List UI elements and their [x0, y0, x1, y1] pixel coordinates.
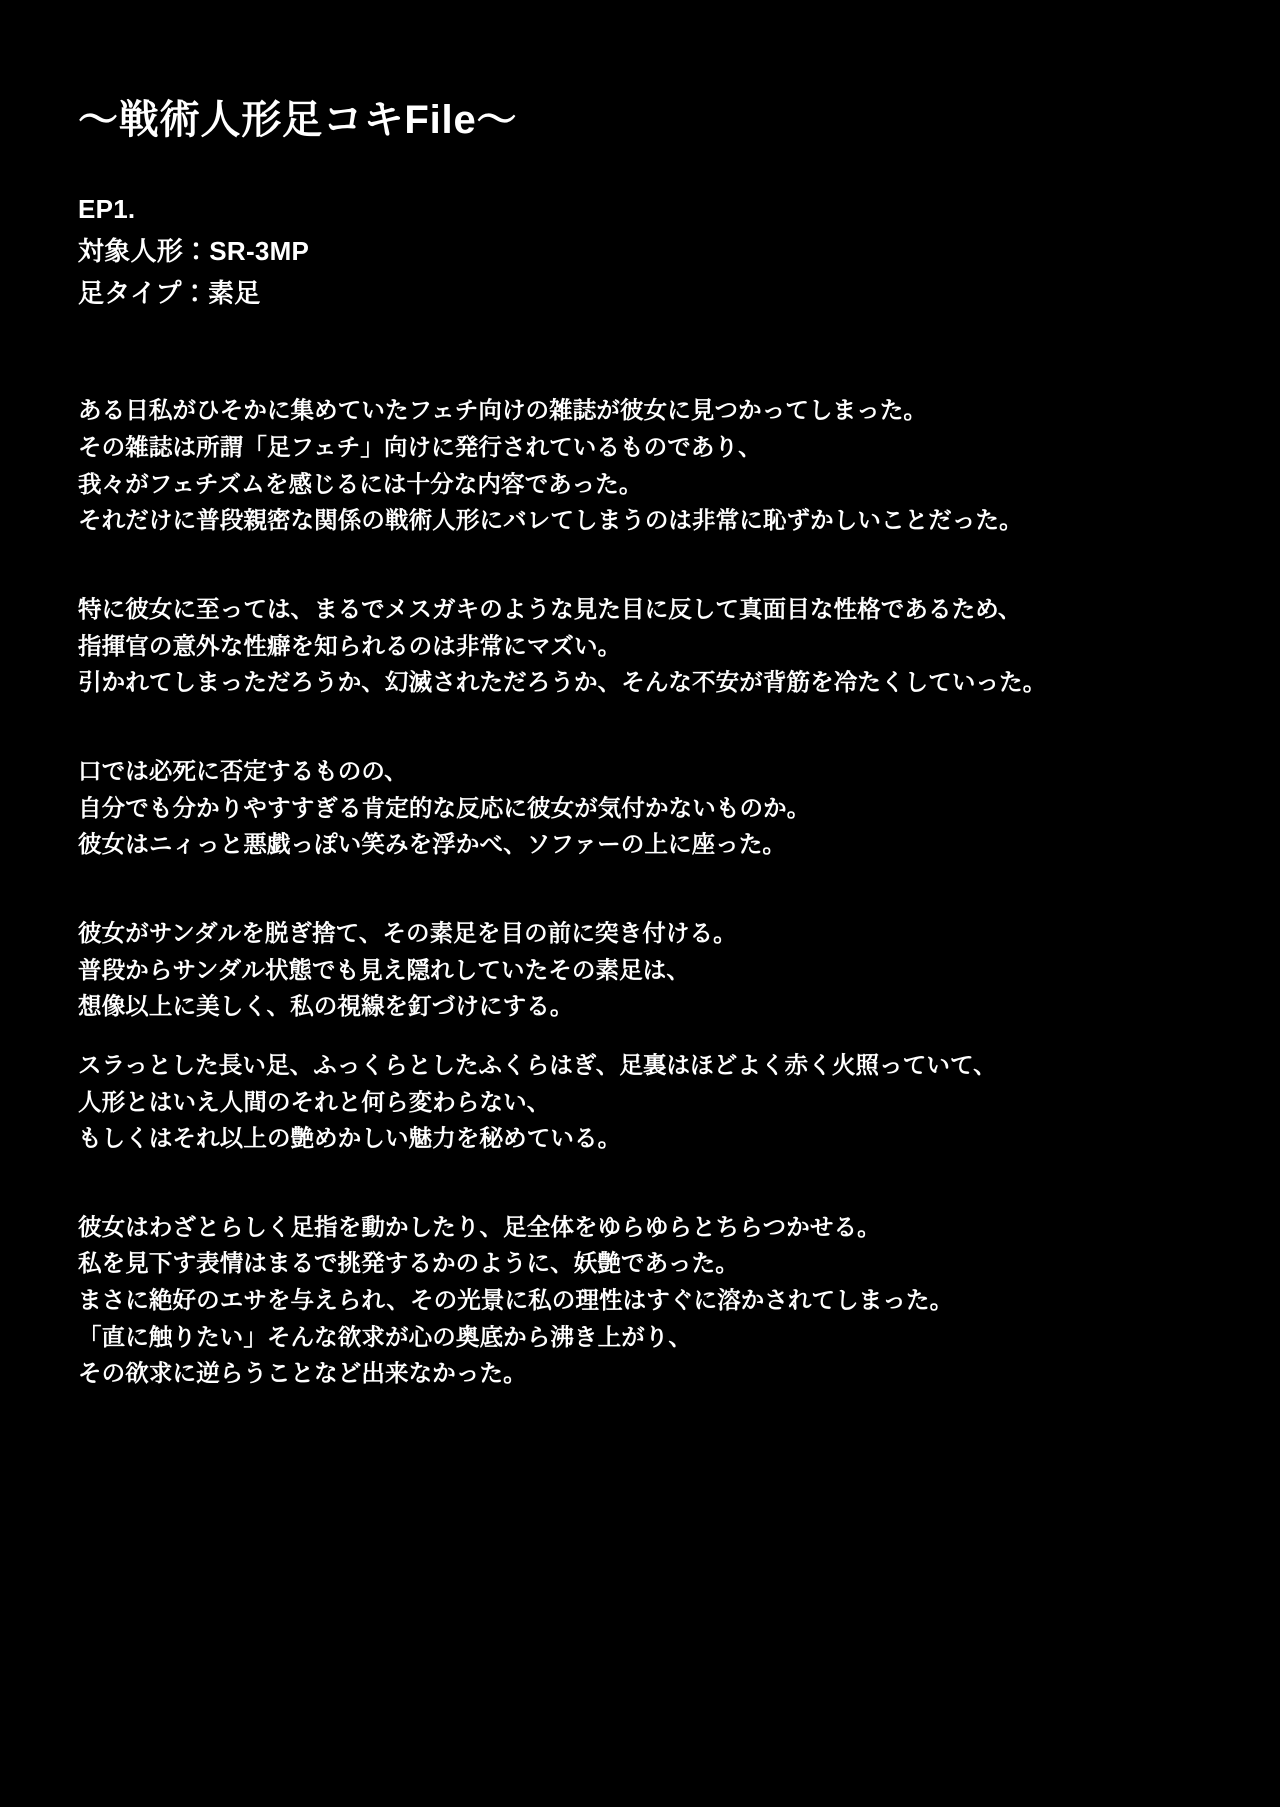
episode-meta-block	[78, 188, 1220, 314]
paragraph-line: 彼女はわざとらしく足指を動かしたり、足全体をゆらゆらとちらつかせる。	[78, 1213, 881, 1240]
paragraph-line: 普段からサンダル状態でも見え隠れしていたその素足は、	[78, 956, 690, 983]
episode-number: EP1.	[78, 194, 136, 224]
paragraph-line: 我々がフェチズムを感じるには十分な内容であった。	[78, 470, 643, 497]
paragraph-line: それだけに普段親密な関係の戦術人形にバレてしまうのは非常に恥ずかしいことだった。	[78, 507, 1023, 534]
paragraph-line: その欲求に逆らうことなど出来なかった。	[78, 1360, 527, 1387]
paragraph-line: その雑誌は所謂「足フェチ」向けに発行されているものであり、	[78, 433, 762, 460]
paragraph-line: 特に彼女に至っては、まるでメスガキのような見た目に反して真面目な性格であるため、	[78, 595, 1022, 622]
story-body	[78, 392, 1220, 1392]
paragraph-line: まさに絶好のエサを与えられ、その光景に私の理性はすぐに溶かされてしまった。	[78, 1287, 954, 1314]
paragraph-line: 「直に触りたい」そんな欲求が心の奥底から沸き上がり、	[78, 1323, 693, 1350]
paragraph-line: 私を見下す表情はまるで挑発するかのように、妖艶であった。	[78, 1250, 739, 1277]
paragraph-5	[78, 1047, 1220, 1157]
paragraph-line: 想像以上に美しく、私の視線を釘づけにする。	[78, 993, 574, 1020]
paragraph-line: 引かれてしまっただろうか、幻滅されただろうか、そんな不安が背筋を冷たくしていった。	[78, 669, 1047, 696]
paragraph-4	[78, 915, 1220, 1025]
paragraph-line: 自分でも分かりやすすぎる肯定的な反応に彼女が気付かないものか。	[78, 794, 811, 821]
paragraph-1	[78, 392, 1220, 539]
foot-type: 足タイプ：素足	[78, 278, 261, 309]
paragraph-3	[78, 753, 1220, 863]
paragraph-line: スラっとした長い足、ふっくらとしたふくらはぎ、足裏はほどよく赤く火照っていて、	[78, 1051, 997, 1078]
content-column	[78, 0, 1220, 1444]
paragraph-line: 口では必死に否定するものの、	[78, 757, 408, 784]
paragraph-6	[78, 1209, 1220, 1392]
page-title: 〜戦術人形足コキFile〜	[78, 98, 518, 142]
target-doll: 対象人形：SR-3MP	[78, 236, 310, 267]
paragraph-line: 人形とはいえ人間のそれと何ら変わらない、	[78, 1088, 551, 1115]
paragraph-line: 彼女はニィっと悪戯っぽい笑みを浮かべ、ソファーの上に座った。	[78, 831, 787, 858]
paragraph-line: もしくはそれ以上の艶めかしい魅力を秘めている。	[78, 1125, 622, 1152]
paragraph-line: ある日私がひそかに集めていたフェチ向けの雑誌が彼女に見つかってしまった。	[78, 397, 928, 424]
paragraph-line: 彼女がサンダルを脱ぎ捨て、その素足を目の前に突き付ける。	[78, 919, 737, 946]
paragraph-line: 指揮官の意外な性癖を知られるのは非常にマズい。	[78, 632, 622, 659]
paragraph-2	[78, 591, 1220, 701]
